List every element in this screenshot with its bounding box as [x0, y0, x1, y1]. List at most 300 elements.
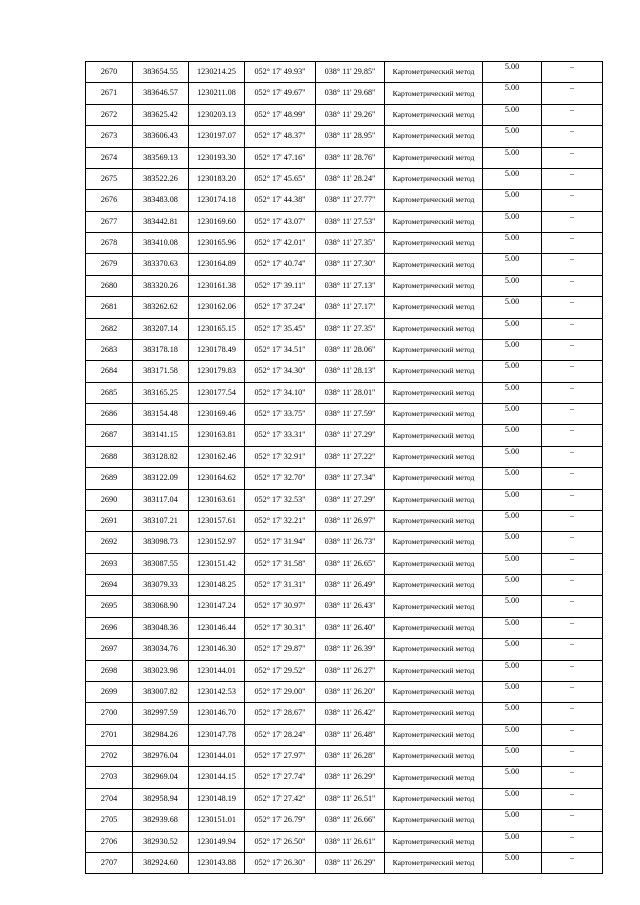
note-cell: – — [542, 788, 603, 809]
x-coordinate-cell: 382958.94 — [133, 788, 189, 809]
accuracy-cell: 5.00 — [483, 767, 542, 788]
table-row — [86, 126, 603, 147]
x-coordinate-cell: 383483.08 — [133, 190, 189, 211]
table-row — [86, 404, 603, 425]
longitude-cell: 038° 11' 27.77" — [316, 190, 385, 211]
accuracy-cell: 5.00 — [483, 190, 542, 211]
table-row — [86, 190, 603, 211]
method-cell: Картометрический метод — [385, 126, 483, 147]
accuracy-cell: 5.00 — [483, 275, 542, 296]
table-row — [86, 510, 603, 531]
x-coordinate-cell: 383154.48 — [133, 404, 189, 425]
table-row — [86, 83, 603, 104]
point-number-cell: 2693 — [86, 553, 133, 574]
point-number-cell: 2679 — [86, 254, 133, 275]
x-coordinate-cell: 383117.04 — [133, 489, 189, 510]
y-coordinate-cell: 1230165.15 — [189, 318, 245, 339]
latitude-cell: 052° 17' 31.58" — [245, 553, 316, 574]
y-coordinate-cell: 1230164.62 — [189, 468, 245, 489]
note-cell: – — [542, 190, 603, 211]
x-coordinate-cell: 383606.43 — [133, 126, 189, 147]
point-number-cell: 2671 — [86, 83, 133, 104]
point-number-cell: 2689 — [86, 468, 133, 489]
note-cell: – — [542, 425, 603, 446]
y-coordinate-cell: 1230174.18 — [189, 190, 245, 211]
x-coordinate-cell: 383068.90 — [133, 596, 189, 617]
longitude-cell: 038° 11' 26.48" — [316, 724, 385, 745]
longitude-cell: 038° 11' 29.26" — [316, 104, 385, 125]
accuracy-cell: 5.00 — [483, 104, 542, 125]
point-number-cell: 2707 — [86, 852, 133, 873]
y-coordinate-cell: 1230146.70 — [189, 703, 245, 724]
y-coordinate-cell: 1230144.15 — [189, 767, 245, 788]
y-coordinate-cell: 1230193.30 — [189, 147, 245, 168]
latitude-cell: 052° 17' 31.31" — [245, 575, 316, 596]
longitude-cell: 038° 11' 28.13" — [316, 361, 385, 382]
x-coordinate-cell: 383410.08 — [133, 233, 189, 254]
point-number-cell: 2704 — [86, 788, 133, 809]
y-coordinate-cell: 1230214.25 — [189, 62, 245, 83]
latitude-cell: 052° 17' 49.67" — [245, 83, 316, 104]
x-coordinate-cell: 382939.68 — [133, 810, 189, 831]
x-coordinate-cell: 383262.62 — [133, 297, 189, 318]
latitude-cell: 052° 17' 34.10" — [245, 382, 316, 403]
point-number-cell: 2682 — [86, 318, 133, 339]
method-cell: Картометрический метод — [385, 62, 483, 83]
point-number-cell: 2698 — [86, 660, 133, 681]
latitude-cell: 052° 17' 32.91" — [245, 446, 316, 467]
note-cell: – — [542, 660, 603, 681]
accuracy-cell: 5.00 — [483, 553, 542, 574]
point-number-cell: 2676 — [86, 190, 133, 211]
y-coordinate-cell: 1230163.61 — [189, 489, 245, 510]
table-row — [86, 810, 603, 831]
point-number-cell: 2685 — [86, 382, 133, 403]
x-coordinate-cell: 383107.21 — [133, 510, 189, 531]
note-cell: – — [542, 596, 603, 617]
x-coordinate-cell: 383207.14 — [133, 318, 189, 339]
table-row — [86, 446, 603, 467]
table-row — [86, 746, 603, 767]
coordinates-table-body — [86, 62, 603, 874]
latitude-cell: 052° 17' 31.94" — [245, 532, 316, 553]
note-cell: – — [542, 639, 603, 660]
accuracy-cell: 5.00 — [483, 361, 542, 382]
note-cell: – — [542, 489, 603, 510]
x-coordinate-cell: 383442.81 — [133, 211, 189, 232]
x-coordinate-cell: 383007.82 — [133, 681, 189, 702]
x-coordinate-cell: 383087.55 — [133, 553, 189, 574]
method-cell: Картометрический метод — [385, 104, 483, 125]
longitude-cell: 038° 11' 26.39" — [316, 639, 385, 660]
y-coordinate-cell: 1230151.01 — [189, 810, 245, 831]
x-coordinate-cell: 383122.09 — [133, 468, 189, 489]
note-cell: – — [542, 126, 603, 147]
x-coordinate-cell: 383370.63 — [133, 254, 189, 275]
point-number-cell: 2703 — [86, 767, 133, 788]
x-coordinate-cell: 383522.26 — [133, 168, 189, 189]
longitude-cell: 038° 11' 26.29" — [316, 852, 385, 873]
note-cell: – — [542, 831, 603, 852]
note-cell: – — [542, 681, 603, 702]
x-coordinate-cell: 383569.13 — [133, 147, 189, 168]
point-number-cell: 2675 — [86, 168, 133, 189]
table-row — [86, 254, 603, 275]
y-coordinate-cell: 1230148.25 — [189, 575, 245, 596]
point-number-cell: 2684 — [86, 361, 133, 382]
longitude-cell: 038° 11' 29.68" — [316, 83, 385, 104]
latitude-cell: 052° 17' 28.67" — [245, 703, 316, 724]
latitude-cell: 052° 17' 26.79" — [245, 810, 316, 831]
longitude-cell: 038° 11' 26.73" — [316, 532, 385, 553]
point-number-cell: 2670 — [86, 62, 133, 83]
x-coordinate-cell: 382930.52 — [133, 831, 189, 852]
latitude-cell: 052° 17' 39.11" — [245, 275, 316, 296]
note-cell: – — [542, 382, 603, 403]
y-coordinate-cell: 1230183.20 — [189, 168, 245, 189]
table-row — [86, 553, 603, 574]
accuracy-cell: 5.00 — [483, 83, 542, 104]
longitude-cell: 038° 11' 28.95" — [316, 126, 385, 147]
table-row — [86, 703, 603, 724]
note-cell: – — [542, 532, 603, 553]
note-cell: – — [542, 746, 603, 767]
x-coordinate-cell: 383141.15 — [133, 425, 189, 446]
y-coordinate-cell: 1230152.97 — [189, 532, 245, 553]
y-coordinate-cell: 1230211.08 — [189, 83, 245, 104]
accuracy-cell: 5.00 — [483, 339, 542, 360]
y-coordinate-cell: 1230179.83 — [189, 361, 245, 382]
point-number-cell: 2702 — [86, 746, 133, 767]
y-coordinate-cell: 1230142.53 — [189, 681, 245, 702]
longitude-cell: 038° 11' 26.40" — [316, 617, 385, 638]
method-cell: Картометрический метод — [385, 190, 483, 211]
point-number-cell: 2677 — [86, 211, 133, 232]
accuracy-cell: 5.00 — [483, 254, 542, 275]
accuracy-cell: 5.00 — [483, 147, 542, 168]
table-row — [86, 617, 603, 638]
method-cell: Картометрический метод — [385, 724, 483, 745]
latitude-cell: 052° 17' 48.99" — [245, 104, 316, 125]
point-number-cell: 2697 — [86, 639, 133, 660]
accuracy-cell: 5.00 — [483, 660, 542, 681]
latitude-cell: 052° 17' 35.45" — [245, 318, 316, 339]
method-cell: Картометрический метод — [385, 168, 483, 189]
method-cell: Картометрический метод — [385, 83, 483, 104]
method-cell: Картометрический метод — [385, 425, 483, 446]
y-coordinate-cell: 1230161.38 — [189, 275, 245, 296]
longitude-cell: 038° 11' 28.06" — [316, 339, 385, 360]
y-coordinate-cell: 1230146.30 — [189, 639, 245, 660]
y-coordinate-cell: 1230197.07 — [189, 126, 245, 147]
table-row — [86, 104, 603, 125]
note-cell: – — [542, 404, 603, 425]
latitude-cell: 052° 17' 29.87" — [245, 639, 316, 660]
point-number-cell: 2680 — [86, 275, 133, 296]
y-coordinate-cell: 1230177.54 — [189, 382, 245, 403]
latitude-cell: 052° 17' 33.31" — [245, 425, 316, 446]
table-row — [86, 532, 603, 553]
method-cell: Картометрический метод — [385, 831, 483, 852]
y-coordinate-cell: 1230169.46 — [189, 404, 245, 425]
accuracy-cell: 5.00 — [483, 382, 542, 403]
longitude-cell: 038° 11' 27.17" — [316, 297, 385, 318]
point-number-cell: 2688 — [86, 446, 133, 467]
longitude-cell: 038° 11' 27.35" — [316, 318, 385, 339]
accuracy-cell: 5.00 — [483, 318, 542, 339]
longitude-cell: 038° 11' 27.29" — [316, 425, 385, 446]
method-cell: Картометрический метод — [385, 254, 483, 275]
note-cell: – — [542, 852, 603, 873]
note-cell: – — [542, 211, 603, 232]
longitude-cell: 038° 11' 29.85" — [316, 62, 385, 83]
longitude-cell: 038° 11' 26.28" — [316, 746, 385, 767]
point-number-cell: 2678 — [86, 233, 133, 254]
note-cell: – — [542, 617, 603, 638]
accuracy-cell: 5.00 — [483, 681, 542, 702]
table-row — [86, 596, 603, 617]
accuracy-cell: 5.00 — [483, 126, 542, 147]
note-cell: – — [542, 254, 603, 275]
longitude-cell: 038° 11' 27.59" — [316, 404, 385, 425]
method-cell: Картометрический метод — [385, 639, 483, 660]
table-row — [86, 233, 603, 254]
x-coordinate-cell: 383646.57 — [133, 83, 189, 104]
note-cell: – — [542, 724, 603, 745]
longitude-cell: 038° 11' 27.22" — [316, 446, 385, 467]
latitude-cell: 052° 17' 32.70" — [245, 468, 316, 489]
accuracy-cell: 5.00 — [483, 62, 542, 83]
accuracy-cell: 5.00 — [483, 639, 542, 660]
method-cell: Картометрический метод — [385, 617, 483, 638]
method-cell: Картометрический метод — [385, 532, 483, 553]
table-row — [86, 62, 603, 83]
longitude-cell: 038° 11' 27.29" — [316, 489, 385, 510]
table-row — [86, 831, 603, 852]
latitude-cell: 052° 17' 42.01" — [245, 233, 316, 254]
point-number-cell: 2700 — [86, 703, 133, 724]
accuracy-cell: 5.00 — [483, 703, 542, 724]
longitude-cell: 038° 11' 28.24" — [316, 168, 385, 189]
longitude-cell: 038° 11' 28.01" — [316, 382, 385, 403]
y-coordinate-cell: 1230151.42 — [189, 553, 245, 574]
method-cell: Картометрический метод — [385, 339, 483, 360]
longitude-cell: 038° 11' 27.53" — [316, 211, 385, 232]
x-coordinate-cell: 383320.26 — [133, 275, 189, 296]
table-row — [86, 468, 603, 489]
accuracy-cell: 5.00 — [483, 532, 542, 553]
note-cell: – — [542, 168, 603, 189]
method-cell: Картометрический метод — [385, 810, 483, 831]
longitude-cell: 038° 11' 26.42" — [316, 703, 385, 724]
x-coordinate-cell: 382984.26 — [133, 724, 189, 745]
accuracy-cell: 5.00 — [483, 297, 542, 318]
latitude-cell: 052° 17' 37.24" — [245, 297, 316, 318]
accuracy-cell: 5.00 — [483, 404, 542, 425]
x-coordinate-cell: 382997.59 — [133, 703, 189, 724]
method-cell: Картометрический метод — [385, 233, 483, 254]
point-number-cell: 2687 — [86, 425, 133, 446]
table-row — [86, 489, 603, 510]
note-cell: – — [542, 339, 603, 360]
x-coordinate-cell: 383098.73 — [133, 532, 189, 553]
point-number-cell: 2699 — [86, 681, 133, 702]
latitude-cell: 052° 17' 30.97" — [245, 596, 316, 617]
y-coordinate-cell: 1230146.44 — [189, 617, 245, 638]
accuracy-cell: 5.00 — [483, 746, 542, 767]
table-row — [86, 339, 603, 360]
point-number-cell: 2695 — [86, 596, 133, 617]
latitude-cell: 052° 17' 27.42" — [245, 788, 316, 809]
longitude-cell: 038° 11' 26.61" — [316, 831, 385, 852]
note-cell: – — [542, 297, 603, 318]
latitude-cell: 052° 17' 27.97" — [245, 746, 316, 767]
method-cell: Картометрический метод — [385, 553, 483, 574]
method-cell: Картометрический метод — [385, 852, 483, 873]
method-cell: Картометрический метод — [385, 575, 483, 596]
accuracy-cell: 5.00 — [483, 233, 542, 254]
y-coordinate-cell: 1230143.88 — [189, 852, 245, 873]
method-cell: Картометрический метод — [385, 297, 483, 318]
note-cell: – — [542, 361, 603, 382]
latitude-cell: 052° 17' 33.75" — [245, 404, 316, 425]
x-coordinate-cell: 383171.58 — [133, 361, 189, 382]
x-coordinate-cell: 383178.18 — [133, 339, 189, 360]
accuracy-cell: 5.00 — [483, 831, 542, 852]
point-number-cell: 2672 — [86, 104, 133, 125]
method-cell: Картометрический метод — [385, 382, 483, 403]
latitude-cell: 052° 17' 34.51" — [245, 339, 316, 360]
point-number-cell: 2701 — [86, 724, 133, 745]
latitude-cell: 052° 17' 32.21" — [245, 510, 316, 531]
note-cell: – — [542, 104, 603, 125]
method-cell: Картометрический метод — [385, 489, 483, 510]
point-number-cell: 2696 — [86, 617, 133, 638]
point-number-cell: 2673 — [86, 126, 133, 147]
note-cell: – — [542, 446, 603, 467]
y-coordinate-cell: 1230163.81 — [189, 425, 245, 446]
point-number-cell: 2690 — [86, 489, 133, 510]
accuracy-cell: 5.00 — [483, 468, 542, 489]
x-coordinate-cell: 382976.04 — [133, 746, 189, 767]
point-number-cell: 2674 — [86, 147, 133, 168]
point-number-cell: 2691 — [86, 510, 133, 531]
method-cell: Картометрический метод — [385, 361, 483, 382]
note-cell: – — [542, 553, 603, 574]
table-row — [86, 211, 603, 232]
latitude-cell: 052° 17' 30.31" — [245, 617, 316, 638]
y-coordinate-cell: 1230203.13 — [189, 104, 245, 125]
point-number-cell: 2683 — [86, 339, 133, 360]
latitude-cell: 052° 17' 34.30" — [245, 361, 316, 382]
longitude-cell: 038° 11' 26.66" — [316, 810, 385, 831]
table-row — [86, 318, 603, 339]
longitude-cell: 038° 11' 26.97" — [316, 510, 385, 531]
method-cell: Картометрический метод — [385, 147, 483, 168]
table-row — [86, 147, 603, 168]
note-cell: – — [542, 468, 603, 489]
point-number-cell: 2706 — [86, 831, 133, 852]
latitude-cell: 052° 17' 40.74" — [245, 254, 316, 275]
method-cell: Картометрический метод — [385, 660, 483, 681]
method-cell: Картометрический метод — [385, 681, 483, 702]
method-cell: Картометрический метод — [385, 596, 483, 617]
table-row — [86, 639, 603, 660]
table-row — [86, 767, 603, 788]
y-coordinate-cell: 1230144.01 — [189, 660, 245, 681]
latitude-cell: 052° 17' 43.07" — [245, 211, 316, 232]
method-cell: Картометрический метод — [385, 446, 483, 467]
longitude-cell: 038° 11' 26.65" — [316, 553, 385, 574]
x-coordinate-cell: 383034.76 — [133, 639, 189, 660]
y-coordinate-cell: 1230157.61 — [189, 510, 245, 531]
latitude-cell: 052° 17' 29.00" — [245, 681, 316, 702]
point-number-cell: 2681 — [86, 297, 133, 318]
table-row — [86, 168, 603, 189]
latitude-cell: 052° 17' 48.37" — [245, 126, 316, 147]
point-number-cell: 2694 — [86, 575, 133, 596]
accuracy-cell: 5.00 — [483, 788, 542, 809]
table-row — [86, 361, 603, 382]
longitude-cell: 038° 11' 26.29" — [316, 767, 385, 788]
latitude-cell: 052° 17' 27.74" — [245, 767, 316, 788]
y-coordinate-cell: 1230178.49 — [189, 339, 245, 360]
longitude-cell: 038° 11' 28.76" — [316, 147, 385, 168]
note-cell: – — [542, 83, 603, 104]
accuracy-cell: 5.00 — [483, 852, 542, 873]
table-row — [86, 724, 603, 745]
accuracy-cell: 5.00 — [483, 211, 542, 232]
note-cell: – — [542, 318, 603, 339]
latitude-cell: 052° 17' 49.93" — [245, 62, 316, 83]
point-number-cell: 2692 — [86, 532, 133, 553]
y-coordinate-cell: 1230169.60 — [189, 211, 245, 232]
note-cell: – — [542, 62, 603, 83]
table-row — [86, 425, 603, 446]
note-cell: – — [542, 810, 603, 831]
latitude-cell: 052° 17' 44.38" — [245, 190, 316, 211]
x-coordinate-cell: 383048.36 — [133, 617, 189, 638]
y-coordinate-cell: 1230147.78 — [189, 724, 245, 745]
method-cell: Картометрический метод — [385, 275, 483, 296]
note-cell: – — [542, 510, 603, 531]
note-cell: – — [542, 703, 603, 724]
note-cell: – — [542, 767, 603, 788]
x-coordinate-cell: 383023.98 — [133, 660, 189, 681]
method-cell: Картометрический метод — [385, 404, 483, 425]
longitude-cell: 038° 11' 27.13" — [316, 275, 385, 296]
point-number-cell: 2686 — [86, 404, 133, 425]
accuracy-cell: 5.00 — [483, 168, 542, 189]
method-cell: Картометрический метод — [385, 468, 483, 489]
table-row — [86, 382, 603, 403]
accuracy-cell: 5.00 — [483, 510, 542, 531]
latitude-cell: 052° 17' 26.30" — [245, 852, 316, 873]
y-coordinate-cell: 1230144.01 — [189, 746, 245, 767]
longitude-cell: 038° 11' 27.30" — [316, 254, 385, 275]
table-row — [86, 275, 603, 296]
table-row — [86, 852, 603, 873]
y-coordinate-cell: 1230165.96 — [189, 233, 245, 254]
method-cell: Картометрический метод — [385, 788, 483, 809]
note-cell: – — [542, 233, 603, 254]
y-coordinate-cell: 1230164.89 — [189, 254, 245, 275]
y-coordinate-cell: 1230147.24 — [189, 596, 245, 617]
accuracy-cell: 5.00 — [483, 575, 542, 596]
point-number-cell: 2705 — [86, 810, 133, 831]
longitude-cell: 038° 11' 26.43" — [316, 596, 385, 617]
method-cell: Картометрический метод — [385, 510, 483, 531]
